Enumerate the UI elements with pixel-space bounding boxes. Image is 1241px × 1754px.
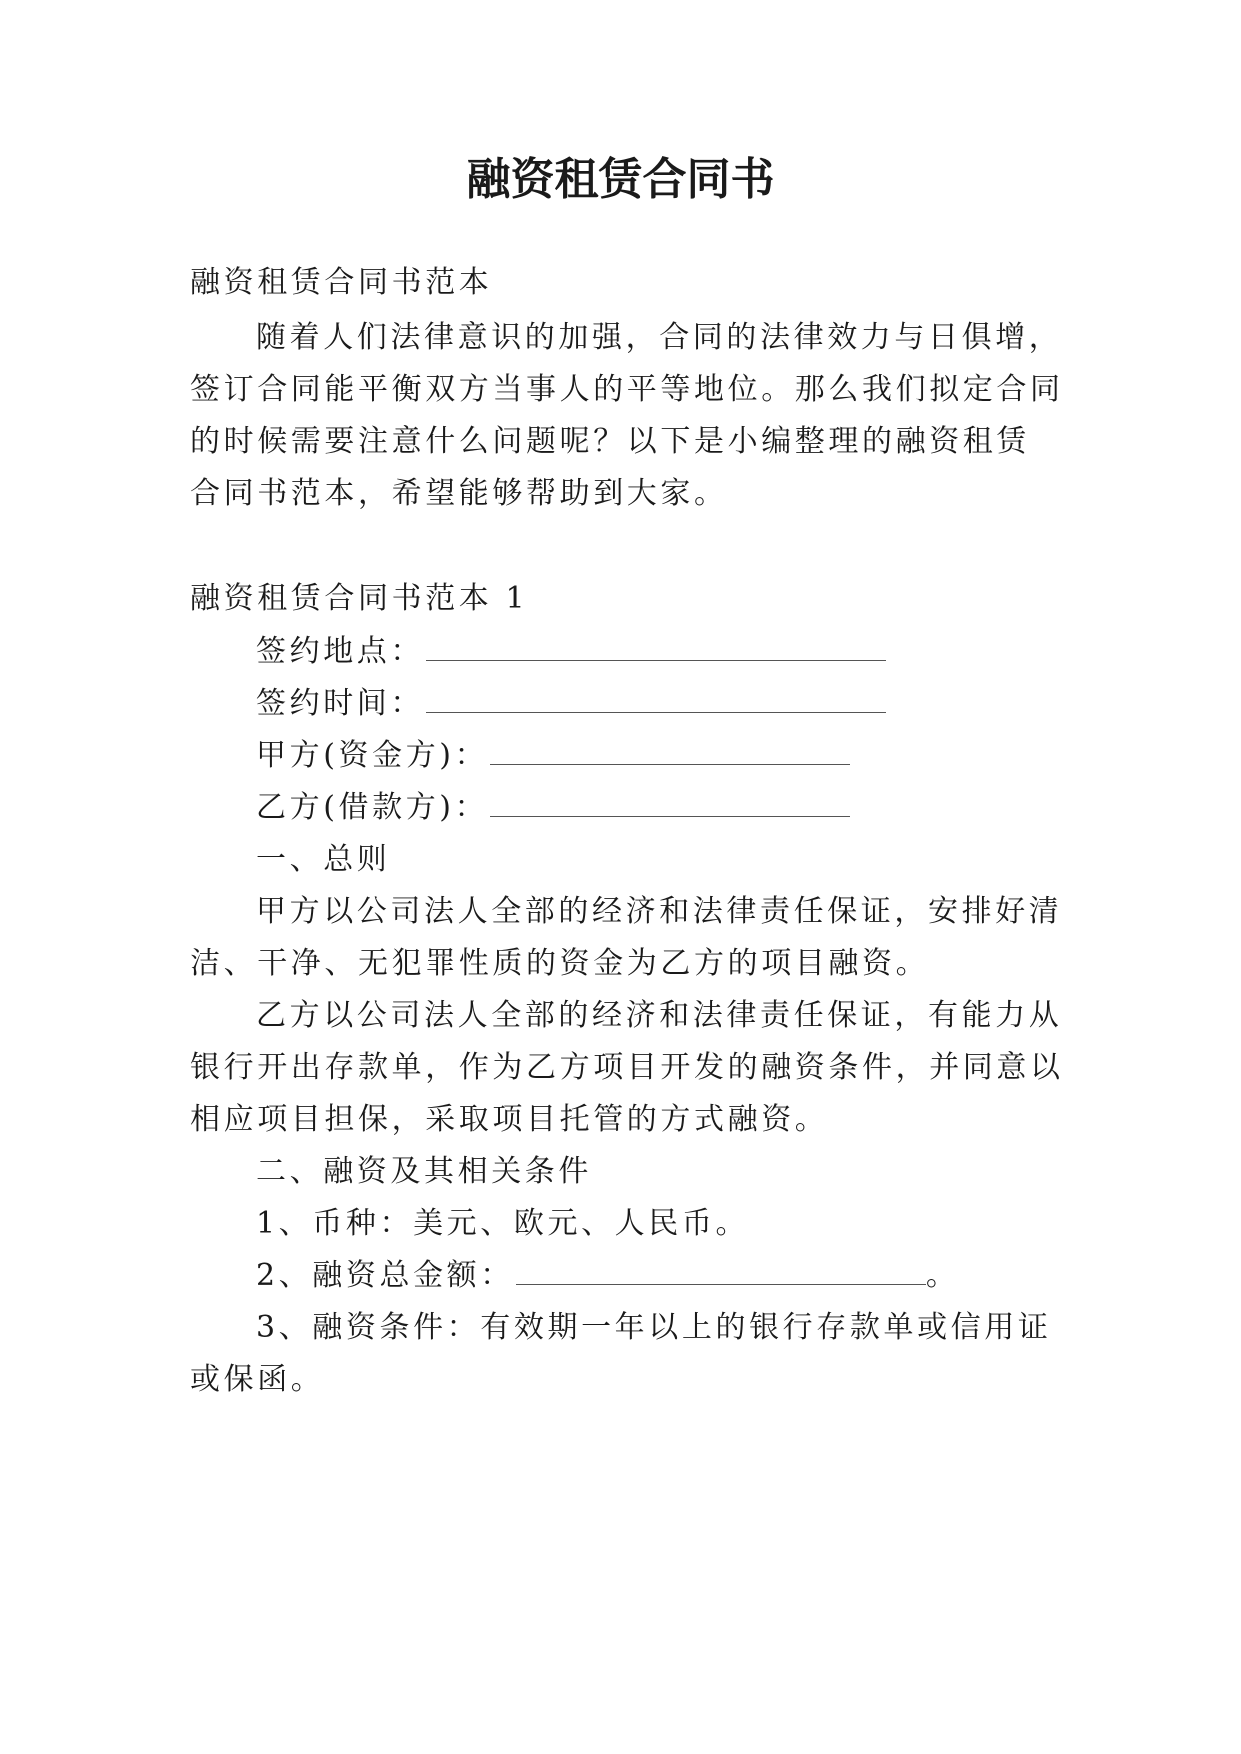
field-party-a-label: 甲方(资金方)： (256, 738, 489, 773)
general-heading: 一、总则 (256, 842, 391, 877)
financing-item-1: 1、币种：美元、欧元、人民币。 (256, 1206, 750, 1241)
general-p2-line-2: 银行开出存款单，作为乙方项目开发的融资条件，并同意以 (190, 1050, 1064, 1085)
financing-item-2-label: 2、融资总金额： (256, 1258, 514, 1293)
financing-heading: 二、融资及其相关条件 (256, 1154, 592, 1189)
general-p2-line-1: 乙方以公司法人全部的经济和法律责任保证，有能力从 (256, 998, 1063, 1033)
financing-item-2-end: 。 (925, 1258, 960, 1293)
financing-item-3-line-1: 3、融资条件：有效期一年以上的银行存款单或信用证 (256, 1310, 1052, 1345)
subtitle: 融资租赁合同书范本 (190, 265, 493, 300)
financing-item-3-line-2: 或保函。 (190, 1362, 325, 1397)
party-a-blank[interactable] (490, 742, 850, 765)
general-p1-line-1: 甲方以公司法人全部的经济和法律责任保证，安排好清 (256, 894, 1063, 929)
intro-line-1: 随着人们法律意识的加强，合同的法律效力与日俱增， (256, 320, 1063, 355)
intro-line-4: 合同书范本，希望能够帮助到大家。 (190, 476, 728, 511)
field-party-b (256, 788, 850, 828)
field-party-a (256, 736, 850, 776)
field-place (256, 632, 886, 672)
section-heading: 融资租赁合同书范本 1 (190, 581, 529, 616)
place-blank[interactable] (426, 638, 886, 661)
financing-item-2 (256, 1256, 960, 1296)
intro-line-2: 签订合同能平衡双方当事人的平等地位。那么我们拟定合同 (190, 372, 1064, 407)
party-b-blank[interactable] (490, 794, 850, 817)
field-place-label: 签约地点： (256, 634, 424, 669)
field-time (256, 684, 886, 724)
intro-line-3: 的时候需要注意什么问题呢？以下是小编整理的融资租赁 (190, 424, 1030, 459)
general-p2-line-3: 相应项目担保，采取项目托管的方式融资。 (190, 1102, 829, 1137)
document-title: 融资租赁合同书 (466, 154, 775, 205)
time-blank[interactable] (426, 690, 886, 713)
field-party-b-label: 乙方(借款方)： (256, 790, 489, 825)
field-time-label: 签约时间： (256, 686, 424, 721)
amount-blank[interactable] (516, 1262, 926, 1285)
general-p1-line-2: 洁、干净、无犯罪性质的资金为乙方的项目融资。 (190, 946, 930, 981)
